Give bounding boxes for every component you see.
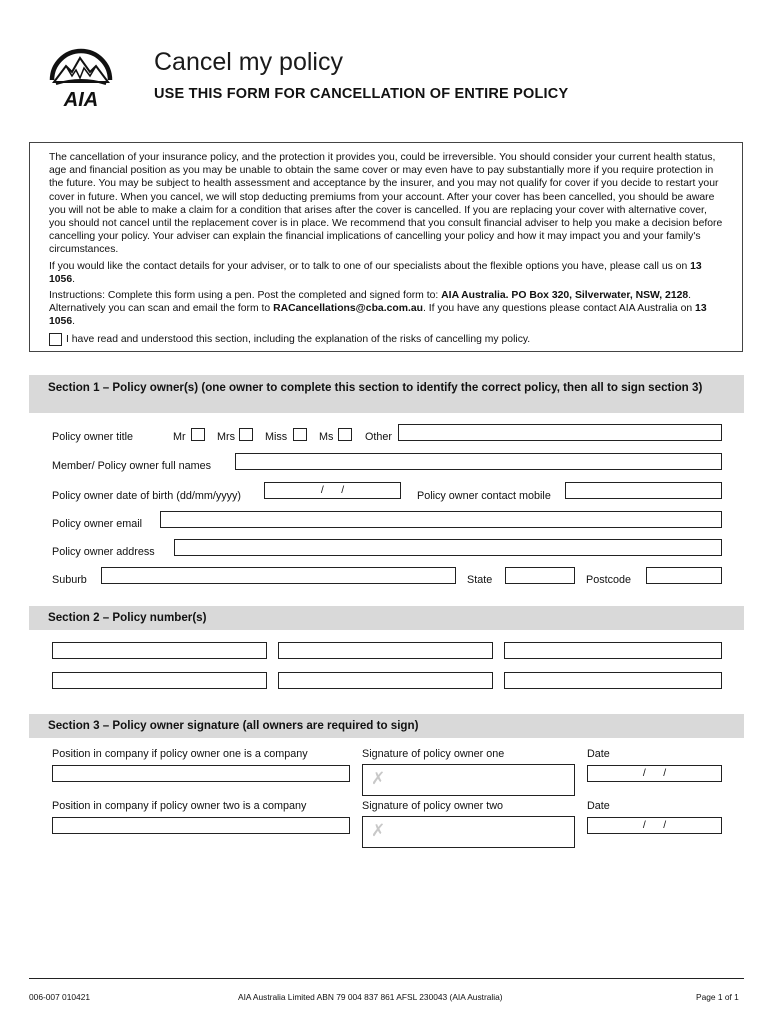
policy-number-input-5[interactable]: [278, 672, 493, 689]
page-subtitle: USE THIS FORM FOR CANCELLATION OF ENTIRE POLICY: [154, 86, 569, 102]
footer-divider: [29, 978, 744, 979]
intro-paragraph-2: [49, 260, 723, 286]
dob-input[interactable]: / /: [264, 482, 401, 499]
signature-two-box[interactable]: [362, 816, 575, 848]
policy-number-input-3[interactable]: [504, 642, 722, 659]
date-one-input[interactable]: / /: [587, 765, 722, 782]
date-one-label: Date: [587, 748, 610, 760]
title-mrs-label: Mrs: [217, 431, 235, 443]
intro-paragraph-1: The cancellation of your insurance policy, and the protection it provides you, could be irreversible. You should consider your current health status, age and financial position as you may be unable to obtain the same cover or may even have to pay substantially more if you require protection in the future. You may be subject to health assessment and acceptance by the insurer, and you may not qualify for cover if you decide to restart your cover in future. When you cancel, we will stop deducting premiums from your account. After your cover has been cancelled, you should be aware you will not be able to make a claim for a condition that arises after the cover is cancelled. If you are replacing your cover with alternative cover, you should not cancel until the replacement cover is in place. We recommend that you consult financial adviser to help you make a decision before cancelling your policy. Your adviser can explain the financial implications of cancelling your policy and how it may impact you and your family's circumstances.: [49, 152, 723, 256]
address-label: Policy owner address: [52, 546, 155, 558]
date-two-label: Date: [587, 800, 610, 812]
position-two-label: Position in company if policy owner two is a company: [52, 800, 307, 812]
section-2-heading: Section 2 – Policy number(s): [29, 606, 744, 630]
policy-number-input-1[interactable]: [52, 642, 267, 659]
postal-address: AIA Australia. PO Box 320, Silverwater, NSW, 2128: [441, 290, 689, 302]
title-label: Policy owner title: [52, 431, 134, 443]
page-title: Cancel my policy: [154, 48, 343, 76]
section-3-heading: Section 3 – Policy owner signature (all owners are required to sign): [29, 714, 744, 738]
position-two-input[interactable]: [52, 817, 350, 834]
footer-page: Page 1 of 1: [696, 992, 739, 1002]
acknowledge-row: [49, 333, 723, 346]
policy-number-input-2[interactable]: [278, 642, 493, 659]
state-input[interactable]: [505, 567, 575, 584]
dob-label: Policy owner date of birth (dd/mm/yyyy): [52, 490, 242, 502]
intro-p2-suffix: .: [72, 273, 76, 285]
state-label: State: [467, 574, 493, 586]
mobile-input[interactable]: [565, 482, 722, 499]
policy-number-input-6[interactable]: [504, 672, 722, 689]
section-1-heading: Section 1 – Policy owner(s) (one owner to complete this section to identify the correct policy, then all to sign section 3): [29, 375, 744, 413]
signature-two-mark: ✗: [371, 821, 386, 840]
signature-one-box[interactable]: [362, 764, 575, 796]
intro-p2-phone: 13 1056: [49, 260, 702, 285]
logo-text: AIA: [63, 89, 99, 111]
intro-p3-end: .: [72, 316, 76, 328]
title-miss-checkbox[interactable]: [293, 428, 307, 441]
title-mr-label: Mr: [173, 431, 186, 443]
signature-two-label: Signature of policy owner two: [362, 800, 504, 812]
footer-form-code: 006-007 010421: [29, 992, 91, 1002]
intro-p3-text: Instructions: Complete this form using a pen. Post the completed and signed form to:: [49, 290, 442, 302]
intro-p3-tail: . If you have any questions please contact AIA Australia on: [422, 303, 696, 315]
email-input[interactable]: [160, 511, 722, 528]
policy-number-input-4[interactable]: [52, 672, 267, 689]
title-other-input[interactable]: [398, 424, 722, 441]
signature-one-mark: ✗: [371, 769, 386, 788]
postcode-label: Postcode: [586, 574, 632, 586]
suburb-label: Suburb: [52, 574, 87, 586]
title-other-label: Other: [365, 431, 393, 443]
suburb-input[interactable]: [101, 567, 456, 584]
email-label: Policy owner email: [52, 518, 143, 530]
title-miss-label: Miss: [265, 431, 288, 443]
full-name-input[interactable]: [235, 453, 722, 470]
mobile-label: Policy owner contact mobile: [417, 490, 551, 502]
acknowledge-label: I have read and understood this section, including the explanation of the risks of cancelling my policy.: [66, 333, 531, 345]
title-mr-checkbox[interactable]: [191, 428, 205, 441]
aia-logo: [46, 42, 116, 112]
signature-one-label: Signature of policy owner one: [362, 748, 505, 760]
title-ms-checkbox[interactable]: [338, 428, 352, 441]
postcode-input[interactable]: [646, 567, 722, 584]
intro-p2-text: If you would like the contact details for your adviser, or to talk to one of our specialists about the flexible options you have, please call us on: [49, 260, 691, 272]
intro-paragraph-3: [49, 289, 723, 329]
position-one-input[interactable]: [52, 765, 350, 782]
address-input[interactable]: [174, 539, 722, 556]
acknowledge-checkbox[interactable]: [49, 333, 62, 346]
intro-box: [29, 142, 743, 352]
position-one-label: Position in company if policy owner one is a company: [52, 748, 308, 760]
title-ms-label: Ms: [319, 431, 334, 443]
title-mrs-checkbox[interactable]: [239, 428, 253, 441]
full-name-label: Member/ Policy owner full names: [52, 460, 212, 472]
footer-company: AIA Australia Limited ABN 79 004 837 861 AFSL 230043 (AIA Australia): [238, 992, 503, 1002]
cancellation-email: RACancellations@cba.com.au: [273, 303, 423, 315]
intro-p3-phone: 13 1056: [49, 303, 707, 328]
intro-p3-middle: . Alternatively you can scan and email the form to: [49, 290, 692, 315]
date-two-input[interactable]: / /: [587, 817, 722, 834]
